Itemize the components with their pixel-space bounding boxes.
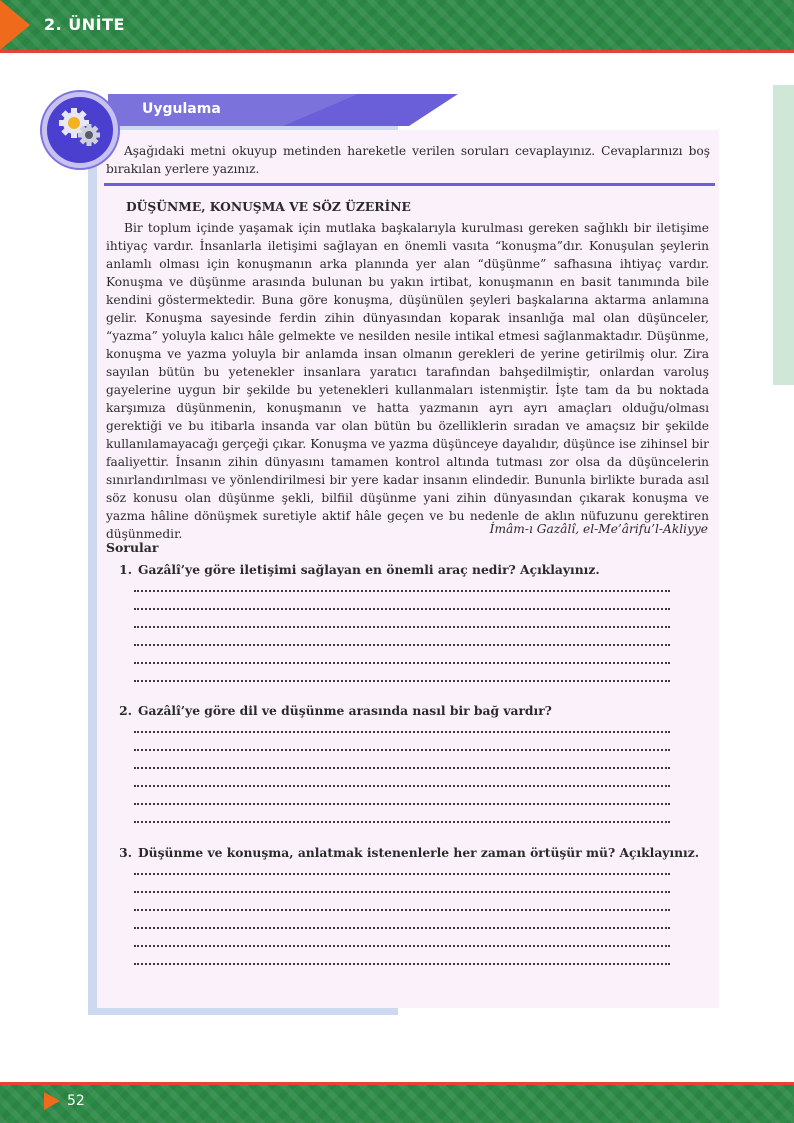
answer-line[interactable]	[134, 767, 670, 769]
answer-line[interactable]	[134, 644, 670, 646]
answer-line[interactable]	[134, 963, 670, 965]
answer-line[interactable]	[134, 945, 670, 947]
answer-line[interactable]	[134, 731, 670, 733]
answer-line[interactable]	[134, 909, 670, 911]
answer-line[interactable]	[134, 785, 670, 787]
answer-line[interactable]	[134, 608, 670, 610]
answer-line[interactable]	[134, 891, 670, 893]
question-number: 3.	[119, 845, 132, 860]
reading-source: İmâm-ı Gazâlî, el-Me’ârifu’l-Akliyye	[489, 522, 708, 536]
question-text: Gazâlî’ye göre iletişimi sağlayan en önemli araç nedir? Açıklayınız.	[138, 562, 600, 577]
answer-line[interactable]	[134, 749, 670, 751]
answer-line[interactable]	[134, 927, 670, 929]
answer-line[interactable]	[134, 590, 670, 592]
header-divider	[0, 50, 794, 53]
activity-instructions: Aşağıdaki metni okuyup metinden hareketle verilen soruları cevaplayınız. Cevaplarınızı boş bırakılan yerlere yazınız.	[106, 144, 710, 176]
question-2	[108, 703, 708, 718]
instructions-divider	[104, 183, 715, 186]
answer-line[interactable]	[134, 626, 670, 628]
answer-line[interactable]	[134, 680, 670, 682]
answer-line[interactable]	[134, 821, 670, 823]
right-edge-decoration	[773, 85, 794, 385]
question-text: Düşünme ve konuşma, anlatmak istenenlerle her zaman örtüşür mü? Açıklayınız.	[138, 845, 699, 860]
footer-band	[0, 1085, 794, 1123]
reading-body: Bir toplum içinde yaşamak için mutlaka başkalarıyla kurulması gereken sağlıklı bir iletişime ihtiyaç vardır. İnsanlarla iletişimi sağlayan en önemli vasıta “konuşma”dır. Konuşulan şeylerin anlamlı olması için konuşmanın arka planında yer alan “düşünme” safhasına ihtiyaç vardır. Konuşma ve düşünme arasında bulunan bu yakın irtibat, konuşmanın en basit tanımında bile kendini göstermektedir. Buna göre konuşma, düşünülen şeyleri başkalarına aktarma anlamına gelir. Konuşma sayesinde ferdin zihin dünyasından koparak insanlığa mal olan düşünceler, “yazma” yoluyla kalıcı hâle gelmekte ve nesilden nesile intikal etmesi sağlanmaktadır. Düşünme, konuşma ve yazma yoluyla bir anlamda insan olmanın gerekleri de yerine getirilmiş olur. Zira sayılan bütün bu yetenekler insanlara yaratıcı tarafından bahşedilmiştir, onlardan varoluş gayelerine uygun bir şekilde bu yetenekleri kullanmaları istenmiştir. İşte tam da bu noktada karşımıza düşünmenin, konuşmanın ve hatta yazmanın ayrı ayrı amaçları olduğu/olması gerektiği ve bu itibarla insanda var olan bütün bu özelliklerin sıradan ve amaçsız bir şekilde kullanılamayacağı gerçeği çıkar. Konuşma ve yazma düşünceye dayalıdır, düşünce ise zihinsel bir faaliyettir. İnsanın zihin dünyasını tamamen kontrol altında tutması zor olsa da düşüncelerin sınırlandırılması ve yönlendirilmesi bir yere kadar insanın elindedir. Bununla birlikte burada asıl söz konusu olan düşünme şekli, bilfiil düşünme yani zihin dünyasından çıkarak konuşma ve yazma hâline dönüşmek suretiyle aktif hâle geçen ve bu nedenle de aklın nüfuzunu gerektiren düşünmedir.	[106, 221, 709, 541]
questions-heading: Sorular	[106, 540, 159, 555]
answer-line[interactable]	[134, 873, 670, 875]
unit-title: 2. ÜNİTE	[44, 15, 125, 34]
footer-arrow-icon	[44, 1092, 60, 1110]
page-number: 52	[67, 1093, 85, 1109]
activity-label: Uygulama	[142, 101, 221, 117]
gears-graphic	[47, 97, 113, 163]
question-text: Gazâlî’ye göre dil ve düşünme arasında nasıl bir bağ vardır?	[138, 703, 552, 718]
header-arrow-icon	[0, 0, 30, 50]
reading-title: DÜŞÜNME, KONUŞMA VE SÖZ ÜZERİNE	[126, 199, 411, 214]
answer-line[interactable]	[134, 803, 670, 805]
question-1	[108, 562, 708, 577]
question-number: 2.	[119, 703, 132, 718]
answer-line[interactable]	[134, 662, 670, 664]
question-3	[108, 845, 708, 860]
question-number: 1.	[119, 562, 132, 577]
